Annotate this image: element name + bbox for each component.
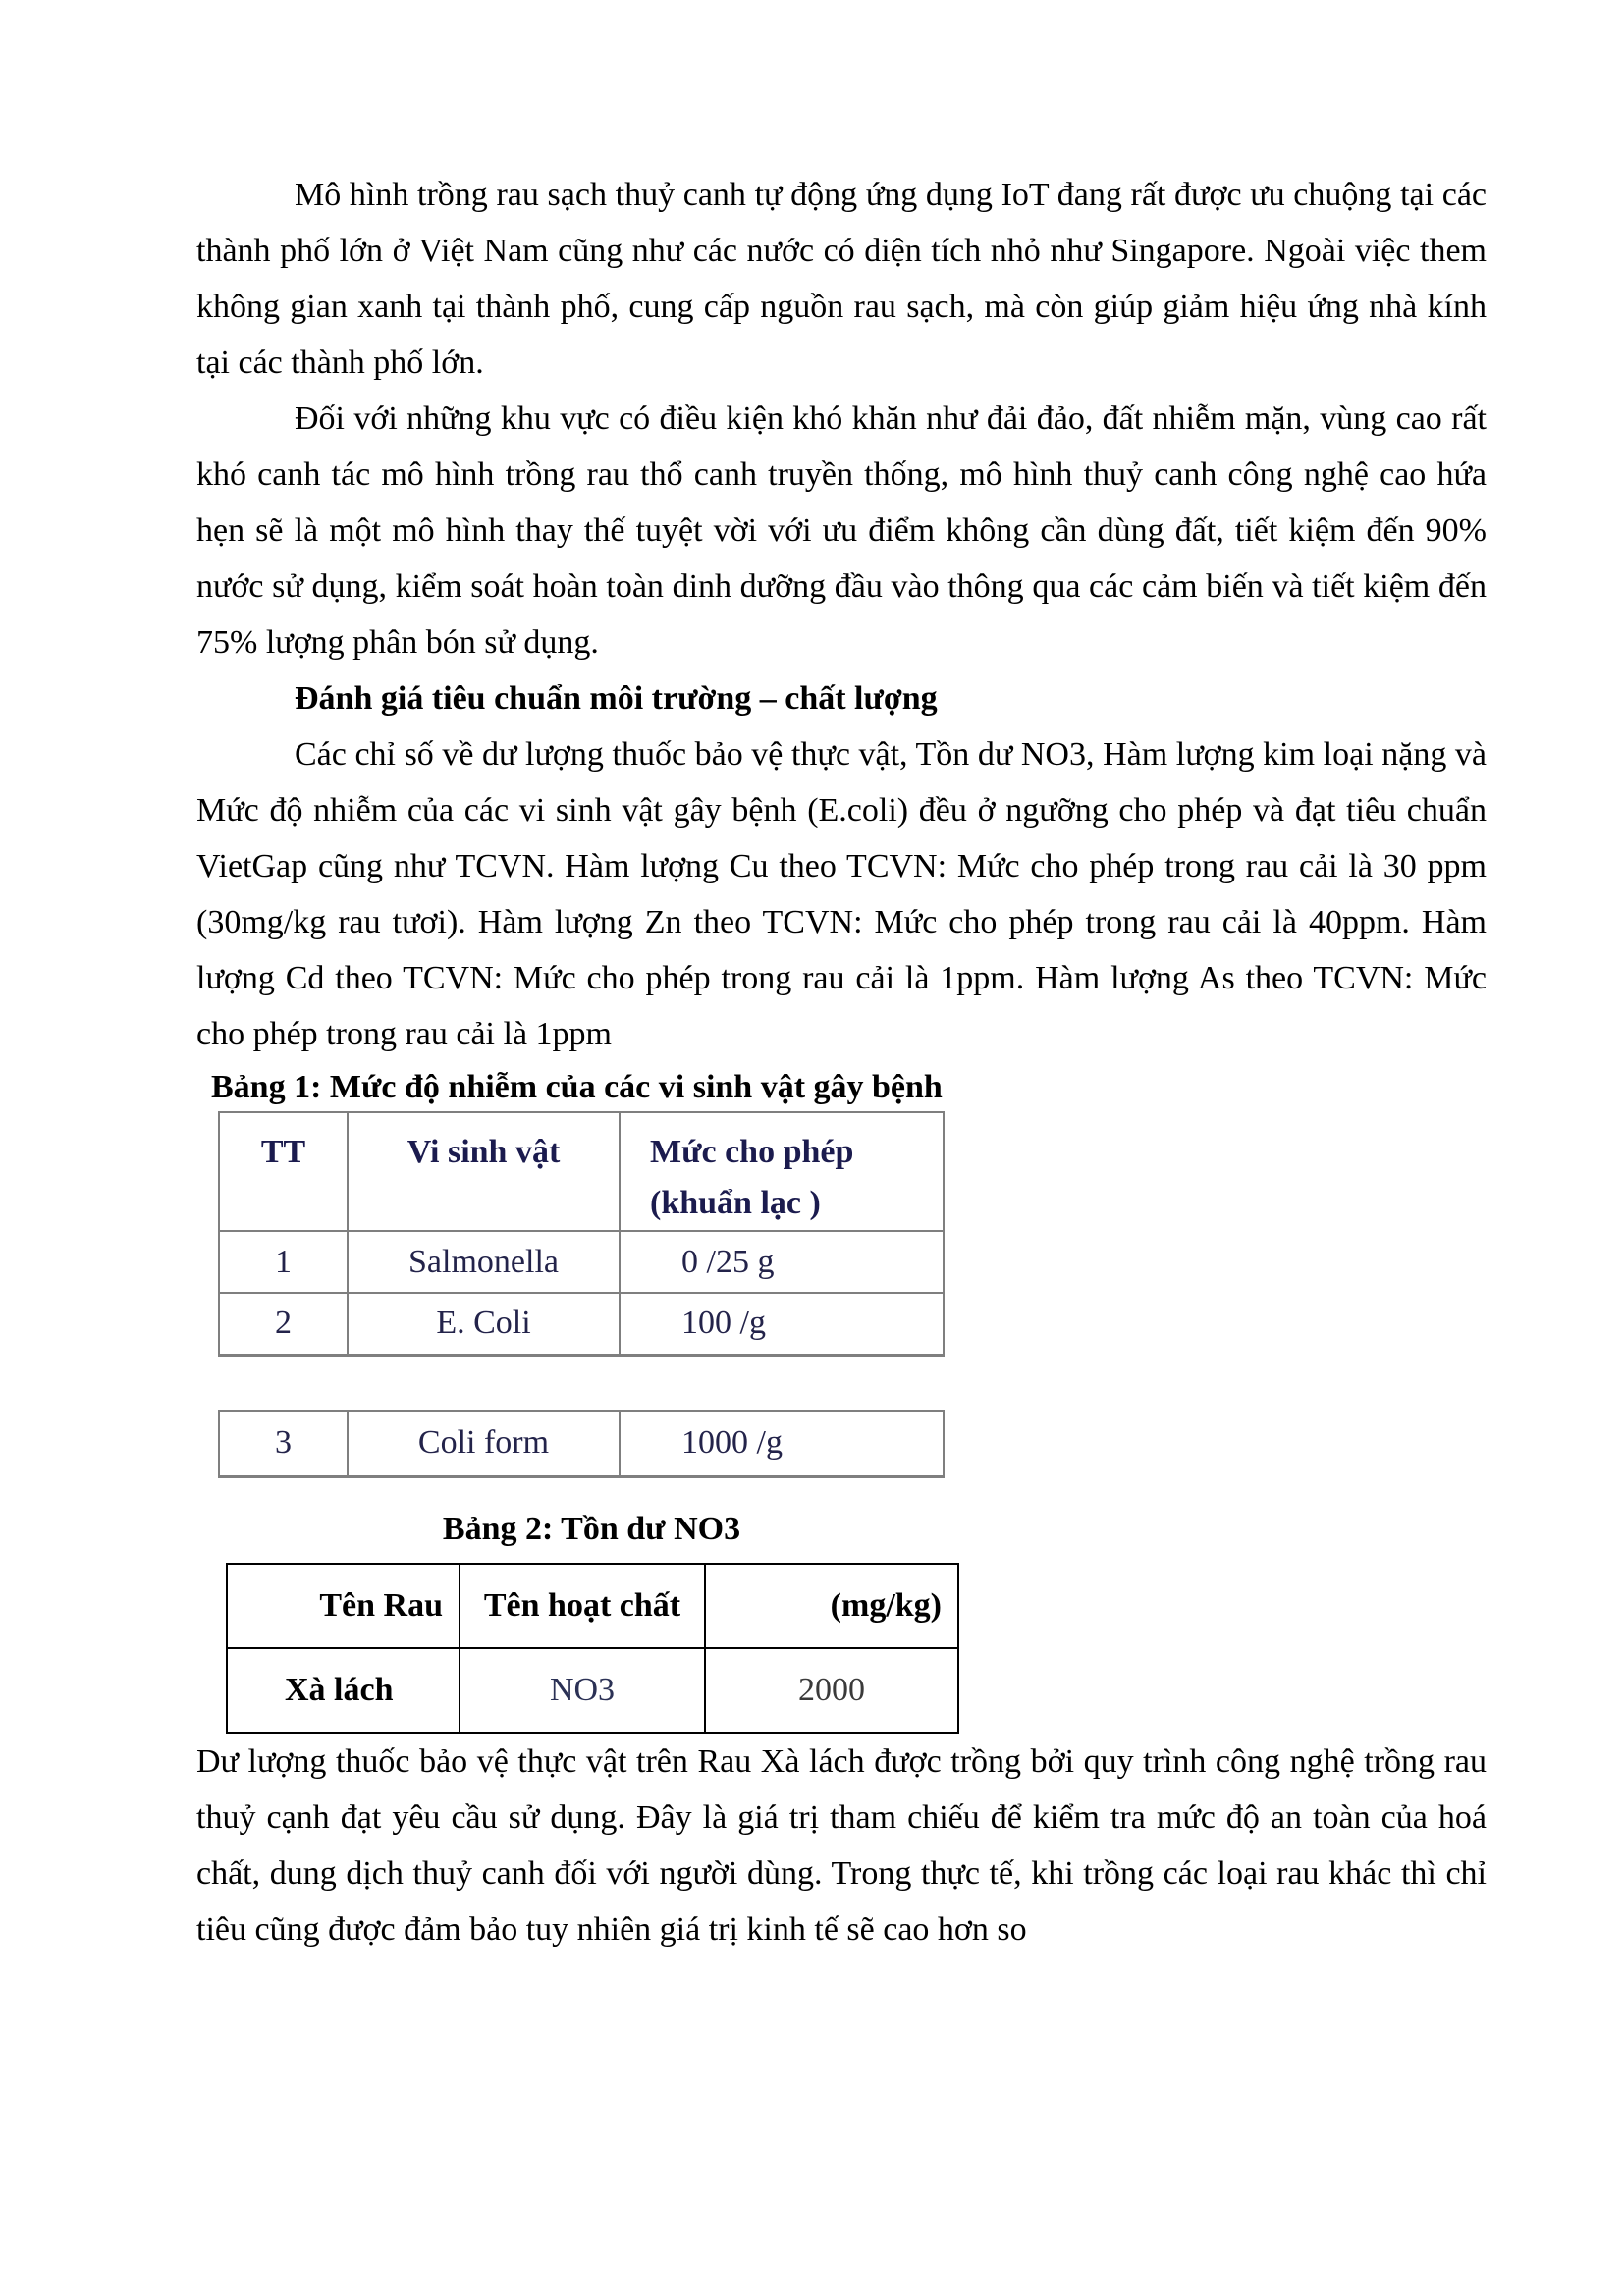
table1-row-salmonella bbox=[219, 1231, 944, 1293]
table1-cell-organism: Salmonella bbox=[348, 1231, 620, 1293]
table1-cell-limit: 1000 /g bbox=[620, 1411, 944, 1477]
table1-caption: Bảng 1: Mức độ nhiễm của các vi sinh vật gây bệnh bbox=[211, 1069, 943, 1105]
section-heading-danh-gia: Đánh giá tiêu chuẩn môi trường – chất lượng bbox=[295, 680, 938, 717]
table1-cell-organism: E. Coli bbox=[348, 1293, 620, 1355]
table1-continued-coliform bbox=[218, 1410, 945, 1479]
table1-header-muc-cho-phep: Mức cho phép (khuẩn lạc ) bbox=[620, 1112, 944, 1231]
table1-cell-index: 1 bbox=[219, 1231, 348, 1293]
table1-cell-organism: Coli form bbox=[348, 1411, 620, 1477]
table2-header-mg-kg: (mg/kg) bbox=[705, 1564, 958, 1648]
table1-cell-limit: 100 /g bbox=[620, 1293, 944, 1355]
table2-header-row bbox=[227, 1564, 958, 1648]
paragraph-closing: Dư lượng thuốc bảo vệ thực vật trên Rau Xà lách được trồng bởi quy trình công nghệ trồng rau thuỷ cạnh đạt yêu cầu sử dụng. Đây là giá trị tham chiếu để kiểm tra mức độ an toàn của hoá chất, dung dịch thuỷ canh đối với người dùng. Trong thực tế, khi trồng các loại rau khác thì chỉ tiêu cũng được đảm bảo tuy nhiên giá trị kinh tế sẽ cao hơn so bbox=[196, 1743, 1487, 1948]
table1-cell-limit: 0 /25 g bbox=[620, 1231, 944, 1293]
table2-cell-value: 2000 bbox=[705, 1648, 958, 1733]
table1-cell-index: 3 bbox=[219, 1411, 348, 1477]
table2-cell-substance: NO3 bbox=[460, 1648, 705, 1733]
table2-header-ten-hoat-chat: Tên hoạt chất bbox=[460, 1564, 705, 1648]
paragraph-difficult-regions: Đối với những khu vực có điều kiện khó khăn như đải đảo, đất nhiễm mặn, vùng cao rất khó canh tác mô hình trồng rau thổ canh truyền thống, mô hình thuỷ canh công nghệ cao hứa hẹn sẽ là một mô hình thay thế tuyệt vời với ưu điểm không cần dùng đất, tiết kiệm đến 90% nước sử dụng, kiểm soát hoàn toàn dinh dưỡng đầu vào thông qua các cảm biến và tiết kiệm đến 75% lượng phân bón sử dụng. bbox=[196, 400, 1487, 661]
paragraph-intro-iot: Mô hình trồng rau sạch thuỷ canh tự động ứng dụng IoT đang rất được ưu chuộng tại các thành phố lớn ở Việt Nam cũng như các nước có diện tích nhỏ như Singapore. Ngoài việc them không gian xanh tại thành phố, cung cấp nguồn rau sạch, mà còn giúp giảm hiệu ứng nhà kính tại các thành phố lớn. bbox=[196, 177, 1487, 381]
table1-header-vi-sinh-vat: Vi sinh vật bbox=[348, 1112, 620, 1231]
paragraph-standards: Các chỉ số về dư lượng thuốc bảo vệ thực vật, Tồn dư NO3, Hàm lượng kim loại nặng và Mức độ nhiễm của các vi sinh vật gây bệnh (E.coli) đều ở ngưỡng cho phép và đạt tiêu chuẩn VietGap cũng như TCVN. Hàm lượng Cu theo TCVN: Mức cho phép trong rau cải là 30 ppm (30mg/kg rau tươi). Hàm lượng Zn theo TCVN: Mức cho phép trong rau cải là 40ppm. Hàm lượng Cd theo TCVN: Mức cho phép trong rau cải là 1ppm. Hàm lượng As theo TCVN: Mức cho phép trong rau cải là 1ppm bbox=[196, 736, 1487, 1052]
table2-caption: Bảng 2: Tồn dư NO3 bbox=[442, 1511, 741, 1547]
table1-cell-index: 2 bbox=[219, 1293, 348, 1355]
table2-row-xa-lach bbox=[227, 1648, 958, 1733]
table2-no3-residue bbox=[226, 1563, 959, 1734]
table1-row-coliform bbox=[219, 1411, 944, 1477]
table1-microorganisms bbox=[218, 1111, 945, 1357]
table1-row-ecoli bbox=[219, 1293, 944, 1355]
table2-cell-vegetable: Xà lách bbox=[227, 1648, 460, 1733]
table1-header-tt: TT bbox=[219, 1112, 348, 1231]
table1-header-row bbox=[219, 1112, 944, 1231]
table2-header-ten-rau: Tên Rau bbox=[227, 1564, 460, 1648]
